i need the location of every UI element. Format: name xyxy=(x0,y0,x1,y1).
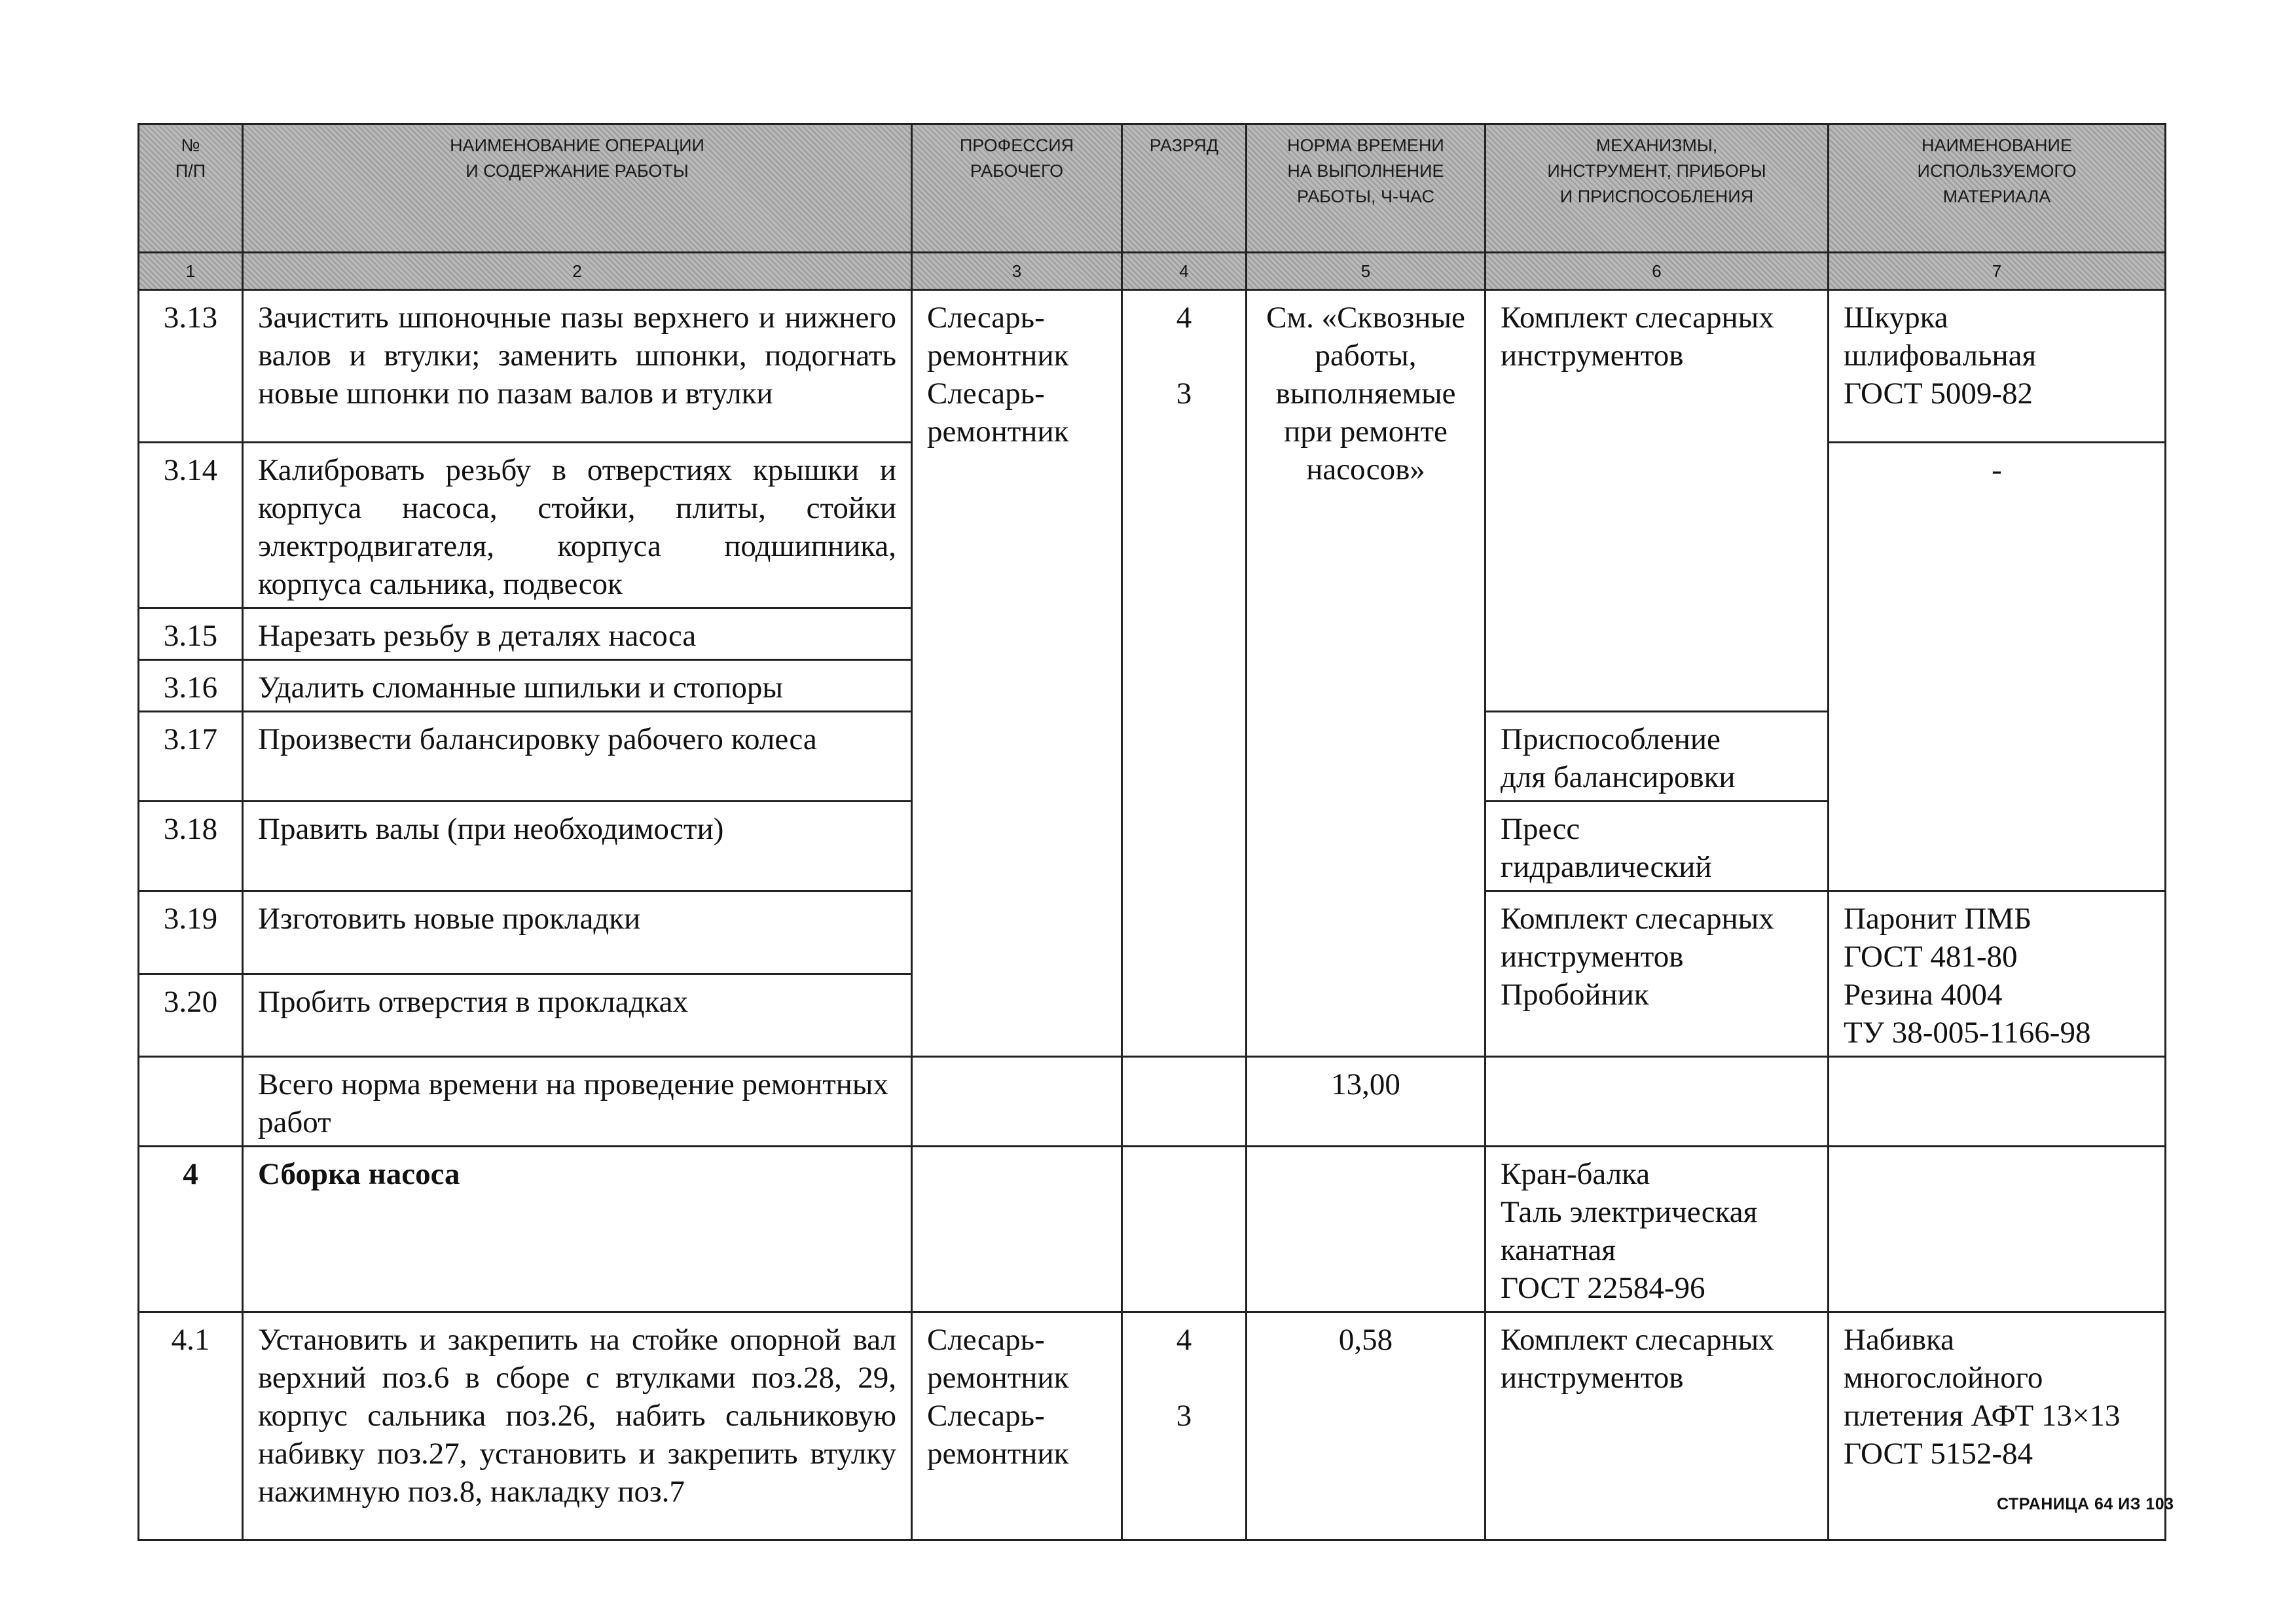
row-number xyxy=(139,1057,243,1147)
profession-cell: Слесарь- ремонтник Слесарь- ремонтник xyxy=(912,1312,1122,1540)
page-number: СТРАНИЦА 64 ИЗ 103 xyxy=(1997,1495,2174,1513)
grade-cell: 4 3 xyxy=(1122,290,1247,1057)
material-cell: Шкурка шлифовальная ГОСТ 5009-82 xyxy=(1829,290,2166,443)
table-header-row xyxy=(139,124,2166,253)
operation-text: Изготовить новые прокладки xyxy=(243,891,912,974)
material-cell: Набивка многослойного плетения АФТ 13×13 ГОСТ 5152-84 xyxy=(1829,1312,2166,1540)
tools-cell: Пресс гидравлический xyxy=(1485,802,1829,891)
column-number: 7 xyxy=(1829,253,2166,290)
operation-text: Править валы (при необходимости) xyxy=(243,802,912,891)
header-col-operation: НАИМЕНОВАНИЕ ОПЕРАЦИИ И СОДЕРЖАНИЕ РАБОТЫ xyxy=(243,124,912,253)
operation-text: Нарезать резьбу в деталях насоса xyxy=(243,608,912,660)
table-row xyxy=(139,290,2166,443)
operations-table xyxy=(137,123,2166,1541)
profession-cell: Слесарь- ремонтник Слесарь- ремонтник xyxy=(912,290,1122,1057)
header-col-material: НАИМЕНОВАНИЕ ИСПОЛЬЗУЕМОГО МАТЕРИАЛА xyxy=(1829,124,2166,253)
operation-text: Произвести балансировку рабочего колеса xyxy=(243,712,912,802)
column-number: 5 xyxy=(1247,253,1485,290)
row-number: 3.15 xyxy=(139,608,243,660)
row-number: 3.19 xyxy=(139,891,243,974)
column-number: 4 xyxy=(1122,253,1247,290)
header-col-norm: НОРМА ВРЕМЕНИ НА ВЫПОЛНЕНИЕ РАБОТЫ, Ч-ЧАС xyxy=(1247,124,1485,253)
tools-cell: Комплект слесарных инструментов xyxy=(1485,290,1829,712)
section-row xyxy=(139,1147,2166,1312)
row-number: 3.18 xyxy=(139,802,243,891)
row-number: 3.20 xyxy=(139,974,243,1057)
column-number: 3 xyxy=(912,253,1122,290)
total-row xyxy=(139,1057,2166,1147)
tools-cell: Приспособление для балансировки xyxy=(1485,712,1829,802)
tools-cell: Комплект слесарных инструментов xyxy=(1485,1312,1829,1540)
row-number: 4.1 xyxy=(139,1312,243,1540)
total-label: Всего норма времени на проведение ремонтных работ xyxy=(243,1057,912,1147)
operation-text: Калибровать резьбу в отверстиях крышки и корпуса насоса, стойки, плиты, стойки электродвигателя, корпуса подшипника, корпуса сальника, подвесок xyxy=(243,443,912,608)
header-col-profession: ПРОФЕССИЯ РАБОЧЕГО xyxy=(912,124,1122,253)
grade-cell: 4 3 xyxy=(1122,1312,1247,1540)
total-value: 13,00 xyxy=(1247,1057,1485,1147)
column-number: 1 xyxy=(139,253,243,290)
row-number: 3.13 xyxy=(139,290,243,443)
column-numbers-row xyxy=(139,253,2166,290)
norm-cell: 0,58 xyxy=(1247,1312,1485,1540)
operation-text: Удалить сломанные шпильки и стопоры xyxy=(243,660,912,712)
material-cell: - xyxy=(1829,443,2166,891)
tools-cell: Кран-балка Таль электрическая канатная ГОСТ 22584-96 xyxy=(1485,1147,1829,1312)
header-col-number: № П/П xyxy=(139,124,243,253)
operation-text: Установить и закрепить на стойке опорной вал верхний поз.6 в сборе с втулками поз.28, 29, корпус сальника поз.26, набить сальниковую набивку поз.27, установить и закрепить втулку нажимную поз.8, накладку поз.7 xyxy=(243,1312,912,1540)
row-number: 3.17 xyxy=(139,712,243,802)
column-number: 6 xyxy=(1485,253,1829,290)
norm-cell: См. «Сквозные работы, выполняемые при ремонте насосов» xyxy=(1247,290,1485,1057)
section-number: 4 xyxy=(139,1147,243,1312)
header-col-grade: РАЗРЯД xyxy=(1122,124,1247,253)
operation-text: Зачистить шпоночные пазы верхнего и нижнего валов и втулки; заменить шпонки, подогнать новые шпонки по пазам валов и втулки xyxy=(243,290,912,443)
row-number: 3.16 xyxy=(139,660,243,712)
table-row xyxy=(139,1312,2166,1540)
row-number: 3.14 xyxy=(139,443,243,608)
header-col-tools: МЕХАНИЗМЫ, ИНСТРУМЕНТ, ПРИБОРЫ И ПРИСПОСОБЛЕНИЯ xyxy=(1485,124,1829,253)
operation-text: Пробить отверстия в прокладках xyxy=(243,974,912,1057)
tools-cell: Комплект слесарных инструментов Пробойник xyxy=(1485,891,1829,1057)
section-title: Сборка насоса xyxy=(243,1147,912,1312)
column-number: 2 xyxy=(243,253,912,290)
material-cell: Паронит ПМБ ГОСТ 481-80 Резина 4004 ТУ 38-005-1166-98 xyxy=(1829,891,2166,1057)
